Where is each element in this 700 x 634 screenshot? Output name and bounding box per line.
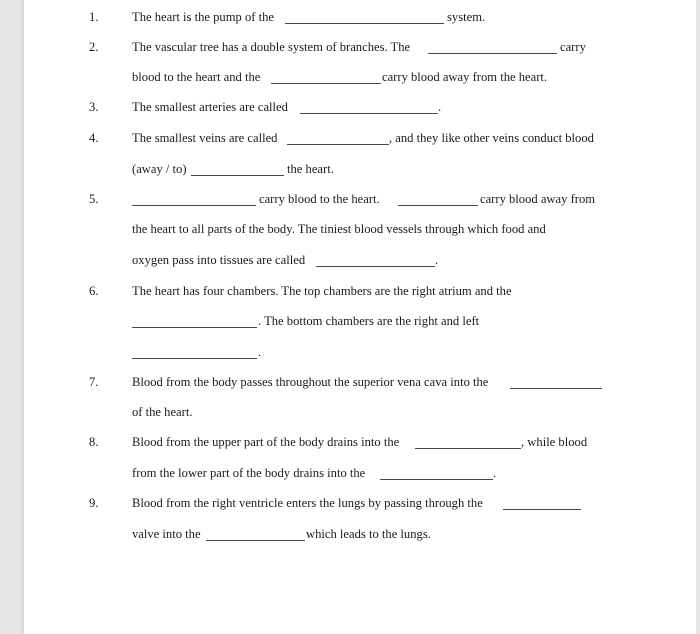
question-text: The smallest arteries are called bbox=[132, 100, 288, 114]
question-number: 5. bbox=[89, 192, 99, 206]
question-text: carry blood away from the heart. bbox=[382, 70, 548, 84]
answer-blank[interactable] bbox=[132, 315, 257, 328]
answer-blank[interactable] bbox=[271, 71, 381, 84]
question-text: from the lower part of the body drains into the bbox=[132, 466, 366, 480]
question-number: 4. bbox=[89, 131, 99, 145]
question-text: valve into the bbox=[132, 527, 201, 541]
question-number: 8. bbox=[89, 435, 99, 449]
question-text: carry bbox=[560, 40, 586, 54]
question-text: Blood from the body passes throughout the superior vena cava into the bbox=[132, 375, 489, 389]
answer-blank[interactable] bbox=[300, 101, 438, 114]
answer-blank[interactable] bbox=[132, 346, 257, 359]
question-number: 6. bbox=[89, 284, 99, 298]
question-number: 2. bbox=[89, 40, 99, 54]
question-text: Blood from the upper part of the body drains into the bbox=[132, 435, 400, 449]
question-text: , and they like other veins conduct blood bbox=[389, 131, 594, 145]
answer-blank[interactable] bbox=[428, 41, 557, 54]
answer-blank[interactable] bbox=[285, 11, 444, 24]
question-text: the heart to all parts of the body. The tiniest blood vessels through which food and bbox=[132, 222, 546, 236]
question-text: carry blood to the heart. bbox=[259, 192, 380, 206]
question-text: (away / to) bbox=[132, 162, 187, 176]
question-text: Blood from the right ventricle enters the lungs by passing through the bbox=[132, 496, 483, 510]
question-number: 7. bbox=[89, 375, 99, 389]
question-text: The heart has four chambers. The top chambers are the right atrium and the bbox=[132, 284, 512, 298]
answer-blank[interactable] bbox=[287, 132, 389, 145]
question-text: carry blood away from bbox=[480, 192, 596, 206]
answer-blank[interactable] bbox=[398, 193, 478, 206]
answer-blank[interactable] bbox=[206, 528, 305, 541]
question-text: which leads to the lungs. bbox=[306, 527, 431, 541]
answer-blank[interactable] bbox=[510, 376, 602, 389]
answer-blank[interactable] bbox=[380, 467, 493, 480]
question-text: , while blood bbox=[521, 435, 588, 449]
answer-blank[interactable] bbox=[503, 497, 581, 510]
question-number: 1. bbox=[89, 10, 99, 24]
question-text: The smallest veins are called bbox=[132, 131, 278, 145]
question-text: . bbox=[493, 466, 497, 480]
question-text: . bbox=[438, 100, 442, 114]
question-text: system. bbox=[447, 10, 486, 24]
answer-blank[interactable] bbox=[316, 254, 435, 267]
answer-blank[interactable] bbox=[191, 163, 284, 176]
question-text: oxygen pass into tissues are called bbox=[132, 253, 306, 267]
answer-blank[interactable] bbox=[132, 193, 256, 206]
question-text: of the heart. bbox=[132, 405, 193, 419]
question-text: The vascular tree has a double system of branches. The bbox=[132, 40, 411, 54]
question-text: The heart is the pump of the bbox=[132, 10, 274, 24]
answer-blank[interactable] bbox=[415, 436, 521, 449]
question-text: the heart. bbox=[287, 162, 334, 176]
question-number: 9. bbox=[89, 496, 99, 510]
question-number: 3. bbox=[89, 100, 99, 114]
question-text: . The bottom chambers are the right and left bbox=[258, 314, 480, 328]
question-text: . bbox=[258, 345, 262, 359]
question-text: blood to the heart and the bbox=[132, 70, 261, 84]
question-text: . bbox=[435, 253, 439, 267]
